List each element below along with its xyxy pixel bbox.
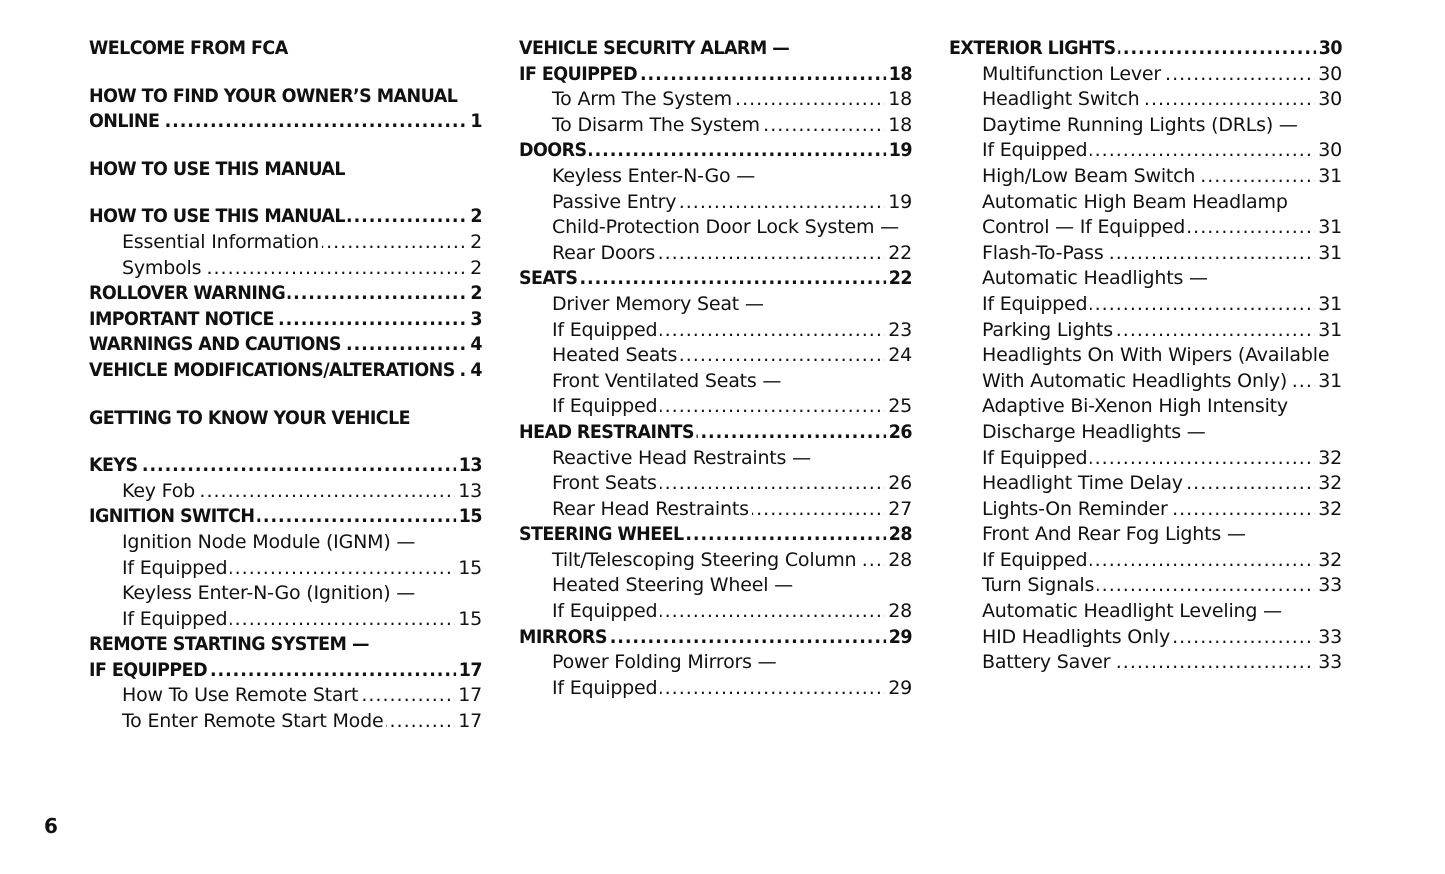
section-gap <box>89 135 482 157</box>
toc-entry-page: 15 <box>456 504 482 530</box>
toc-entry-page: 13 <box>455 479 482 505</box>
toc-heading[interactable] <box>519 522 912 548</box>
toc-entry-page: 23 <box>885 318 912 344</box>
toc-entry-title: KEYS <box>89 454 140 476</box>
toc-heading[interactable] <box>89 109 482 135</box>
toc-entry-title: Power Folding Mirrors — <box>552 651 779 673</box>
toc-entry-page: 26 <box>886 420 912 446</box>
toc-entry-title: If Equipped <box>982 447 1090 469</box>
toc-entry[interactable] <box>519 573 912 599</box>
toc-entry-title: IF EQUIPPED <box>519 63 640 85</box>
toc-entry-title: Headlight Time Delay <box>982 472 1186 494</box>
toc-entry[interactable] <box>89 607 482 633</box>
toc-entry-title: ROLLOVER WARNING <box>89 282 288 304</box>
toc-entry-page: 30 <box>1315 138 1342 164</box>
toc-entry[interactable] <box>519 599 912 625</box>
toc-entry-page: 33 <box>1315 573 1342 599</box>
toc-entry[interactable] <box>519 164 912 190</box>
toc-entry[interactable] <box>949 420 1342 446</box>
toc-entry[interactable] <box>949 266 1342 292</box>
toc-heading[interactable] <box>519 62 912 88</box>
toc-heading[interactable] <box>949 36 1342 62</box>
toc-entry-title: Tilt/Telescoping Steering Column <box>552 549 859 571</box>
toc-column-3 <box>949 36 1342 676</box>
section-gap <box>89 384 482 406</box>
toc-entry-title: HID Headlights Only <box>982 626 1173 648</box>
toc-entry-title: EXTERIOR LIGHTS <box>949 37 1118 59</box>
toc-entry-title: Heated Steering Wheel — <box>552 574 796 596</box>
toc-entry-page: 32 <box>1315 446 1342 472</box>
toc-entry[interactable] <box>949 650 1342 676</box>
toc-entry-page: 19 <box>886 138 912 164</box>
toc-entry[interactable] <box>949 138 1342 164</box>
toc-entry-page: 31 <box>1315 164 1342 190</box>
toc-entry[interactable] <box>519 548 912 574</box>
toc-entry-title: Multifunction Lever <box>982 63 1164 85</box>
toc-entry-title: If Equipped <box>552 600 660 622</box>
toc-entry-page: 31 <box>1315 215 1342 241</box>
toc-entry[interactable] <box>519 394 912 420</box>
toc-entry[interactable] <box>949 573 1342 599</box>
toc-entry-page: 27 <box>885 497 912 523</box>
toc-entry-page: 25 <box>885 394 912 420</box>
toc-entry-page: 28 <box>885 548 912 574</box>
toc-column-2 <box>519 36 912 701</box>
toc-heading[interactable] <box>519 138 912 164</box>
toc-entry-title: DOORS <box>519 139 589 161</box>
toc-heading[interactable] <box>89 84 482 110</box>
toc-entry-title: To Arm The System <box>552 88 735 110</box>
toc-entry[interactable] <box>89 556 482 582</box>
toc-entry[interactable] <box>949 625 1342 651</box>
toc-entry[interactable] <box>949 394 1342 420</box>
toc-entry-title: Child-Protection Door Lock System — <box>552 216 902 238</box>
toc-heading[interactable] <box>519 625 912 651</box>
toc-entry-page: 32 <box>1315 548 1342 574</box>
toc-entry-page: 28 <box>885 599 912 625</box>
toc-entry[interactable] <box>949 113 1342 139</box>
toc-entry-title: If Equipped <box>122 557 230 579</box>
toc-entry-page: 31 <box>1315 241 1342 267</box>
toc-heading[interactable] <box>519 420 912 446</box>
toc-entry-title: Automatic Headlight Leveling — <box>982 600 1285 622</box>
toc-entry-page: 33 <box>1315 650 1342 676</box>
toc-entry-page: 2 <box>467 230 482 256</box>
toc-entry-page: 18 <box>885 87 912 113</box>
toc-entry[interactable] <box>949 446 1342 472</box>
toc-heading[interactable] <box>89 658 482 684</box>
toc-entry[interactable] <box>949 190 1342 216</box>
toc-entry-title: Heated Seats <box>552 344 680 366</box>
toc-entry-page: 15 <box>455 607 482 633</box>
section-gap <box>89 62 482 84</box>
toc-entry-title: If Equipped <box>982 139 1090 161</box>
toc-entry-page: 18 <box>885 113 912 139</box>
toc-entry-page: 31 <box>1315 369 1342 395</box>
toc-entry[interactable] <box>949 343 1342 369</box>
toc-entry-page: 24 <box>885 343 912 369</box>
toc-entry-title: REMOTE STARTING SYSTEM — <box>89 633 372 655</box>
toc-entry[interactable] <box>949 87 1342 113</box>
toc-entry-page: 18 <box>886 62 912 88</box>
toc-entry-page: 30 <box>1315 87 1342 113</box>
toc-heading[interactable] <box>89 632 482 658</box>
toc-entry-title: HOW TO USE THIS MANUAL <box>89 205 348 227</box>
toc-entry[interactable] <box>949 164 1342 190</box>
toc-entry-title: Front Ventilated Seats — <box>552 370 784 392</box>
toc-entry[interactable] <box>519 292 912 318</box>
toc-entry[interactable] <box>519 190 912 216</box>
toc-entry-title: Essential Information <box>122 231 322 253</box>
toc-entry[interactable] <box>949 369 1342 395</box>
toc-entry-title: Rear Doors <box>552 242 658 264</box>
toc-entry-page: 26 <box>885 471 912 497</box>
toc-entry-title: If Equipped <box>982 293 1090 315</box>
toc-entry-title: GETTING TO KNOW YOUR VEHICLE <box>89 407 413 429</box>
toc-entry-title: Rear Head Restraints <box>552 498 752 520</box>
toc-entry-title: VEHICLE SECURITY ALARM — <box>519 37 792 59</box>
toc-heading[interactable] <box>89 307 482 333</box>
toc-entry-title: Turn Signals <box>982 574 1097 596</box>
toc-entry-title: Control — If Equipped <box>982 216 1188 238</box>
toc-entry-title: Front And Rear Fog Lights — <box>982 523 1249 545</box>
toc-heading[interactable] <box>89 453 482 479</box>
toc-entry-title: Keyless Enter-N-Go — <box>552 165 758 187</box>
toc-entry-page: 30 <box>1316 36 1342 62</box>
page-number: 6 <box>44 814 58 838</box>
toc-entry[interactable] <box>949 471 1342 497</box>
toc-entry-title: Automatic Headlights — <box>982 267 1211 289</box>
toc-entry[interactable] <box>519 446 912 472</box>
toc-entry-title: WARNINGS AND CAUTIONS <box>89 333 344 355</box>
toc-entry-title: If Equipped <box>552 677 660 699</box>
toc-entry[interactable] <box>519 471 912 497</box>
toc-entry[interactable] <box>519 318 912 344</box>
toc-entry-title: Headlight Switch <box>982 88 1142 110</box>
toc-entry[interactable] <box>519 241 912 267</box>
toc-entry-page: 30 <box>1315 62 1342 88</box>
toc-entry-title: Adaptive Bi-Xenon High Intensity <box>982 395 1291 417</box>
toc-entry-title: If Equipped <box>552 395 660 417</box>
toc-entry[interactable] <box>949 497 1342 523</box>
toc-entry[interactable] <box>89 230 482 256</box>
toc-entry-title: IGNITION SWITCH <box>89 505 257 527</box>
toc-entry-title: Driver Memory Seat — <box>552 293 767 315</box>
toc-entry-title: STEERING WHEEL <box>519 523 686 545</box>
toc-entry-title: SEATS <box>519 267 580 289</box>
toc-entry-title: To Enter Remote Start Mode <box>122 710 386 732</box>
toc-entry[interactable] <box>89 479 482 505</box>
section-gap <box>89 182 482 204</box>
toc-entry[interactable] <box>519 650 912 676</box>
toc-heading[interactable] <box>89 406 482 432</box>
toc-entry-title: Battery Saver <box>982 651 1113 673</box>
toc-entry-page: 33 <box>1315 625 1342 651</box>
toc-entry-page: 3 <box>468 307 482 333</box>
toc-entry-title: If Equipped <box>982 549 1090 571</box>
toc-entry-title: If Equipped <box>552 319 660 341</box>
toc-entry[interactable] <box>519 113 912 139</box>
toc-column-1 <box>89 36 482 735</box>
toc-entry[interactable] <box>89 581 482 607</box>
toc-entry-title: MIRRORS <box>519 626 610 648</box>
toc-entry[interactable] <box>519 369 912 395</box>
toc-entry-title: Passive Entry <box>552 191 679 213</box>
toc-heading[interactable] <box>89 36 482 62</box>
toc-entry-page: 1 <box>468 109 482 135</box>
toc-entry-title: Front Seats <box>552 472 660 494</box>
toc-entry[interactable] <box>519 497 912 523</box>
toc-entry-page: 19 <box>885 190 912 216</box>
toc-entry-title: HEAD RESTRAINTS <box>519 421 697 443</box>
toc-heading[interactable] <box>89 504 482 530</box>
toc-entry-page: 15 <box>455 556 482 582</box>
toc-entry-page: 32 <box>1315 471 1342 497</box>
toc-entry-title: Symbols <box>122 257 204 279</box>
toc-entry-title: VEHICLE MODIFICATIONS/ALTERATIONS <box>89 359 458 381</box>
toc-entry[interactable] <box>519 215 912 241</box>
toc-entry[interactable] <box>949 318 1342 344</box>
toc-entry-title: ONLINE <box>89 110 162 132</box>
toc-entry-title: Parking Lights <box>982 319 1116 341</box>
toc-entry-page: 22 <box>885 241 912 267</box>
toc-entry[interactable] <box>949 241 1342 267</box>
toc-entry-page: 13 <box>456 453 482 479</box>
toc-entry[interactable] <box>949 599 1342 625</box>
toc-entry-page: 17 <box>455 709 482 735</box>
toc-entry[interactable] <box>949 292 1342 318</box>
toc-entry[interactable] <box>89 256 482 282</box>
toc-entry-title: Lights-On Reminder <box>982 498 1171 520</box>
toc-entry[interactable] <box>89 683 482 709</box>
toc-entry[interactable] <box>949 522 1342 548</box>
toc-entry[interactable] <box>519 343 912 369</box>
toc-entry-title: Keyless Enter-N-Go (Ignition) — <box>122 582 418 604</box>
toc-entry-title: How To Use Remote Start <box>122 684 361 706</box>
toc-entry[interactable] <box>519 87 912 113</box>
toc-entry-page: 28 <box>886 522 912 548</box>
toc-entry-page: 4 <box>468 332 482 358</box>
toc-heading[interactable] <box>89 281 482 307</box>
toc-entry-page: 2 <box>468 204 482 230</box>
section-gap <box>89 431 482 453</box>
toc-entry-page: 2 <box>468 281 482 307</box>
toc-entry-page: 31 <box>1315 292 1342 318</box>
toc-heading[interactable] <box>519 36 912 62</box>
toc-heading[interactable] <box>89 157 482 183</box>
toc-entry[interactable] <box>89 530 482 556</box>
toc-entry-title: Reactive Head Restraints — <box>552 447 814 469</box>
toc-entry-title: HOW TO FIND YOUR OWNER’S MANUAL <box>89 85 460 107</box>
toc-heading[interactable] <box>89 332 482 358</box>
toc-entry-page: 22 <box>886 266 912 292</box>
toc-entry[interactable] <box>949 62 1342 88</box>
toc-entry-page: 17 <box>456 658 482 684</box>
toc-entry-title: Discharge Headlights — <box>982 421 1209 443</box>
toc-entry-page: 32 <box>1315 497 1342 523</box>
toc-entry-title: To Disarm The System <box>552 114 763 136</box>
toc-entry-title: WELCOME FROM FCA <box>89 37 290 59</box>
toc-entry-page: 31 <box>1315 318 1342 344</box>
toc-entry[interactable] <box>949 215 1342 241</box>
toc-entry-title: Key Fob <box>122 480 198 502</box>
toc-entry-title: With Automatic Headlights Only) <box>982 370 1290 392</box>
toc-entry-title: Ignition Node Module (IGNM) — <box>122 531 418 553</box>
toc-entry-page: 2 <box>467 256 482 282</box>
toc-entry-page: 17 <box>455 683 482 709</box>
toc-entry-page: 4 <box>468 358 482 384</box>
toc-entry-page: 29 <box>885 676 912 702</box>
toc-entry[interactable] <box>519 676 912 702</box>
toc-entry-title: IF EQUIPPED <box>89 659 210 681</box>
toc-entry-title: If Equipped <box>122 608 230 630</box>
toc-entry-title: High/Low Beam Switch <box>982 165 1198 187</box>
toc-heading[interactable] <box>89 204 482 230</box>
toc-entry-title: Automatic High Beam Headlamp <box>982 191 1291 213</box>
toc-entry[interactable] <box>949 548 1342 574</box>
toc-entry-title: HOW TO USE THIS MANUAL <box>89 158 348 180</box>
toc-entry-title: Flash-To-Pass <box>982 242 1107 264</box>
toc-entry-title: Daytime Running Lights (DRLs) — <box>982 114 1301 136</box>
toc-entry-title: Headlights On With Wipers (Available <box>982 344 1332 366</box>
toc-heading[interactable] <box>89 358 482 384</box>
toc-entry-title: IMPORTANT NOTICE <box>89 308 277 330</box>
toc-heading[interactable] <box>519 266 912 292</box>
toc-entry-page: 29 <box>886 625 912 651</box>
toc-entry[interactable] <box>89 709 482 735</box>
